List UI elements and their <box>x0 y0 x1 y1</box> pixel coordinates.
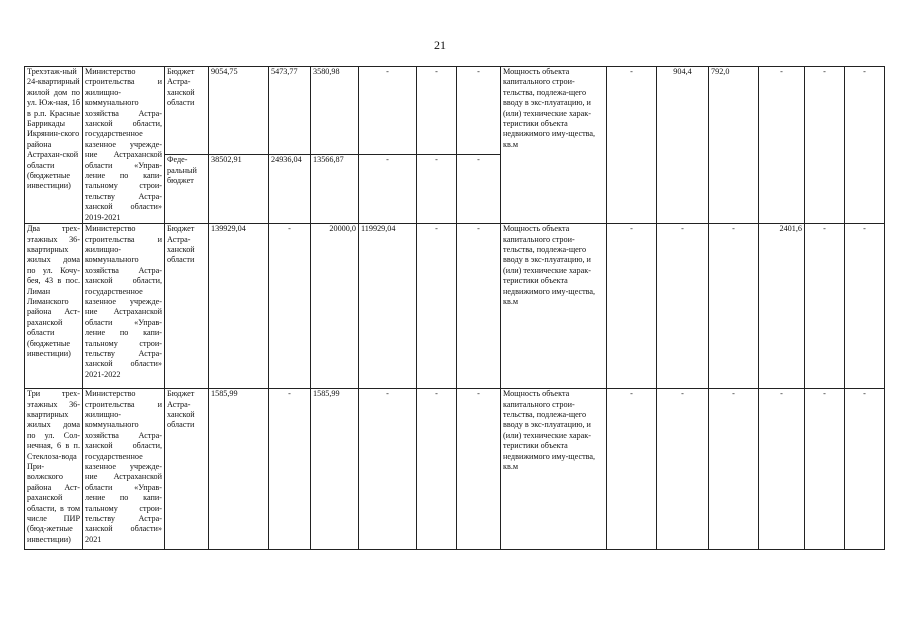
year-value-cell: 1585,99 <box>311 389 359 550</box>
capacity-cell: - <box>805 67 845 224</box>
capacity-cell: - <box>709 389 759 550</box>
capacity-cell: - <box>845 67 885 224</box>
year-value-cell: - <box>417 389 457 550</box>
year-value-cell: - <box>457 67 501 155</box>
object-name-cell: Трехэтаж-ный 24-квартирный жилой дом по ул. Юж-ная, 1б в р.п. Красные Баррикады Икрянин-ского района Астрахан-ской области (бюджетные инвестиции) <box>25 67 83 224</box>
year-value-cell: - <box>417 224 457 389</box>
capacity-cell: - <box>805 389 845 550</box>
indicator-cell: Мощность объекта капитального строи-тельства, подлежа-щего вводу в экс-плуатацию, и (или) технические харак-теристики объекта недвижимого иму-щества, кв.м <box>501 67 607 224</box>
object-name-cell: Два трех-этажных 36-квартирных жилых дома по ул. Кочу-бея, 43 в пос. Лиман Лиманского района Аст-раханской области (бюджетные инвестиции) <box>25 224 83 389</box>
funding-source-cell: Бюджет Астра-ханской области <box>165 67 209 155</box>
year-value-cell: - <box>457 389 501 550</box>
year-value-cell: - <box>417 155 457 224</box>
capacity-cell: - <box>759 389 805 550</box>
total-cell: 139929,04 <box>209 224 269 389</box>
capacity-cell: - <box>607 224 657 389</box>
indicator-cell: Мощность объекта капитального строи-тельства, подлежа-щего вводу в экс-плуатацию, и (или) технические харак-теристики объекта недвижимого иму-щества, кв.м <box>501 224 607 389</box>
funding-source-cell: Феде-ральный бюджет <box>165 155 209 224</box>
total-cell: 38502,91 <box>209 155 269 224</box>
indicator-cell: Мощность объекта капитального строи-тельства, подлежа-щего вводу в экс-плуатацию, и (или) технические харак-теристики объекта недвижимого иму-щества, кв.м <box>501 389 607 550</box>
year-value-cell: - <box>269 389 311 550</box>
total-cell: 9054,75 <box>209 67 269 155</box>
year-value-cell: 119929,04 <box>359 224 417 389</box>
capacity-cell: - <box>607 389 657 550</box>
program-table <box>24 66 885 550</box>
year-value-cell: - <box>457 224 501 389</box>
year-value-cell: 3580,98 <box>311 67 359 155</box>
table-row <box>25 224 885 389</box>
capacity-cell: - <box>845 389 885 550</box>
capacity-cell: - <box>845 224 885 389</box>
year-value-cell: - <box>457 155 501 224</box>
table-row <box>25 67 885 155</box>
capacity-cell: - <box>607 67 657 224</box>
capacity-cell: - <box>709 224 759 389</box>
customer-cell: Министерство строительства и жилищно-коммунального хозяйства Астра-ханской области, государственное казенное учрежде-ние Астраханской области «Управ-ление по капи-тальному строи-тельству Астра-ханской области» 2021 <box>83 389 165 550</box>
object-name-cell: Три трех-этажных 36-квартирных жилых дома по ул. Сол-нечная, 6 в п. Стеклоза-вода При-волжского района Аст-раханской области, в том числе ПИР (бюд-жетные инвестиции) <box>25 389 83 550</box>
year-value-cell: 5473,77 <box>269 67 311 155</box>
capacity-cell: - <box>805 224 845 389</box>
customer-cell: Министерство строительства и жилищно-коммунального хозяйства Астра-ханской области, государственное казенное учрежде-ние Астраханской области «Управ-ление по капи-тальному строи-тельству Астра-ханской области» 2021-2022 <box>83 224 165 389</box>
year-value-cell: 13566,87 <box>311 155 359 224</box>
table-row <box>25 389 885 550</box>
funding-source-cell: Бюджет Астра-ханской области <box>165 389 209 550</box>
capacity-cell: 2401,6 <box>759 224 805 389</box>
year-value-cell: - <box>269 224 311 389</box>
page-number: 21 <box>434 38 446 52</box>
capacity-cell: - <box>657 389 709 550</box>
funding-source-cell: Бюджет Астра-ханской области <box>165 224 209 389</box>
year-value-cell: - <box>359 389 417 550</box>
total-cell: 1585,99 <box>209 389 269 550</box>
year-value-cell: 20000,0 <box>311 224 359 389</box>
capacity-cell: - <box>759 67 805 224</box>
customer-cell: Министерство строительства и жилищно-коммунального хозяйства Астра-ханской области, государственное казенное учрежде-ние Астраханской области «Управ-ление по капи-тальному строи-тельству Астра-ханской области» 2019-2021 <box>83 67 165 224</box>
capacity-cell: - <box>657 224 709 389</box>
capacity-cell: 904,4 <box>657 67 709 224</box>
year-value-cell: - <box>417 67 457 155</box>
capacity-cell: 792,0 <box>709 67 759 224</box>
year-value-cell: - <box>359 155 417 224</box>
year-value-cell: 24936,04 <box>269 155 311 224</box>
year-value-cell: - <box>359 67 417 155</box>
